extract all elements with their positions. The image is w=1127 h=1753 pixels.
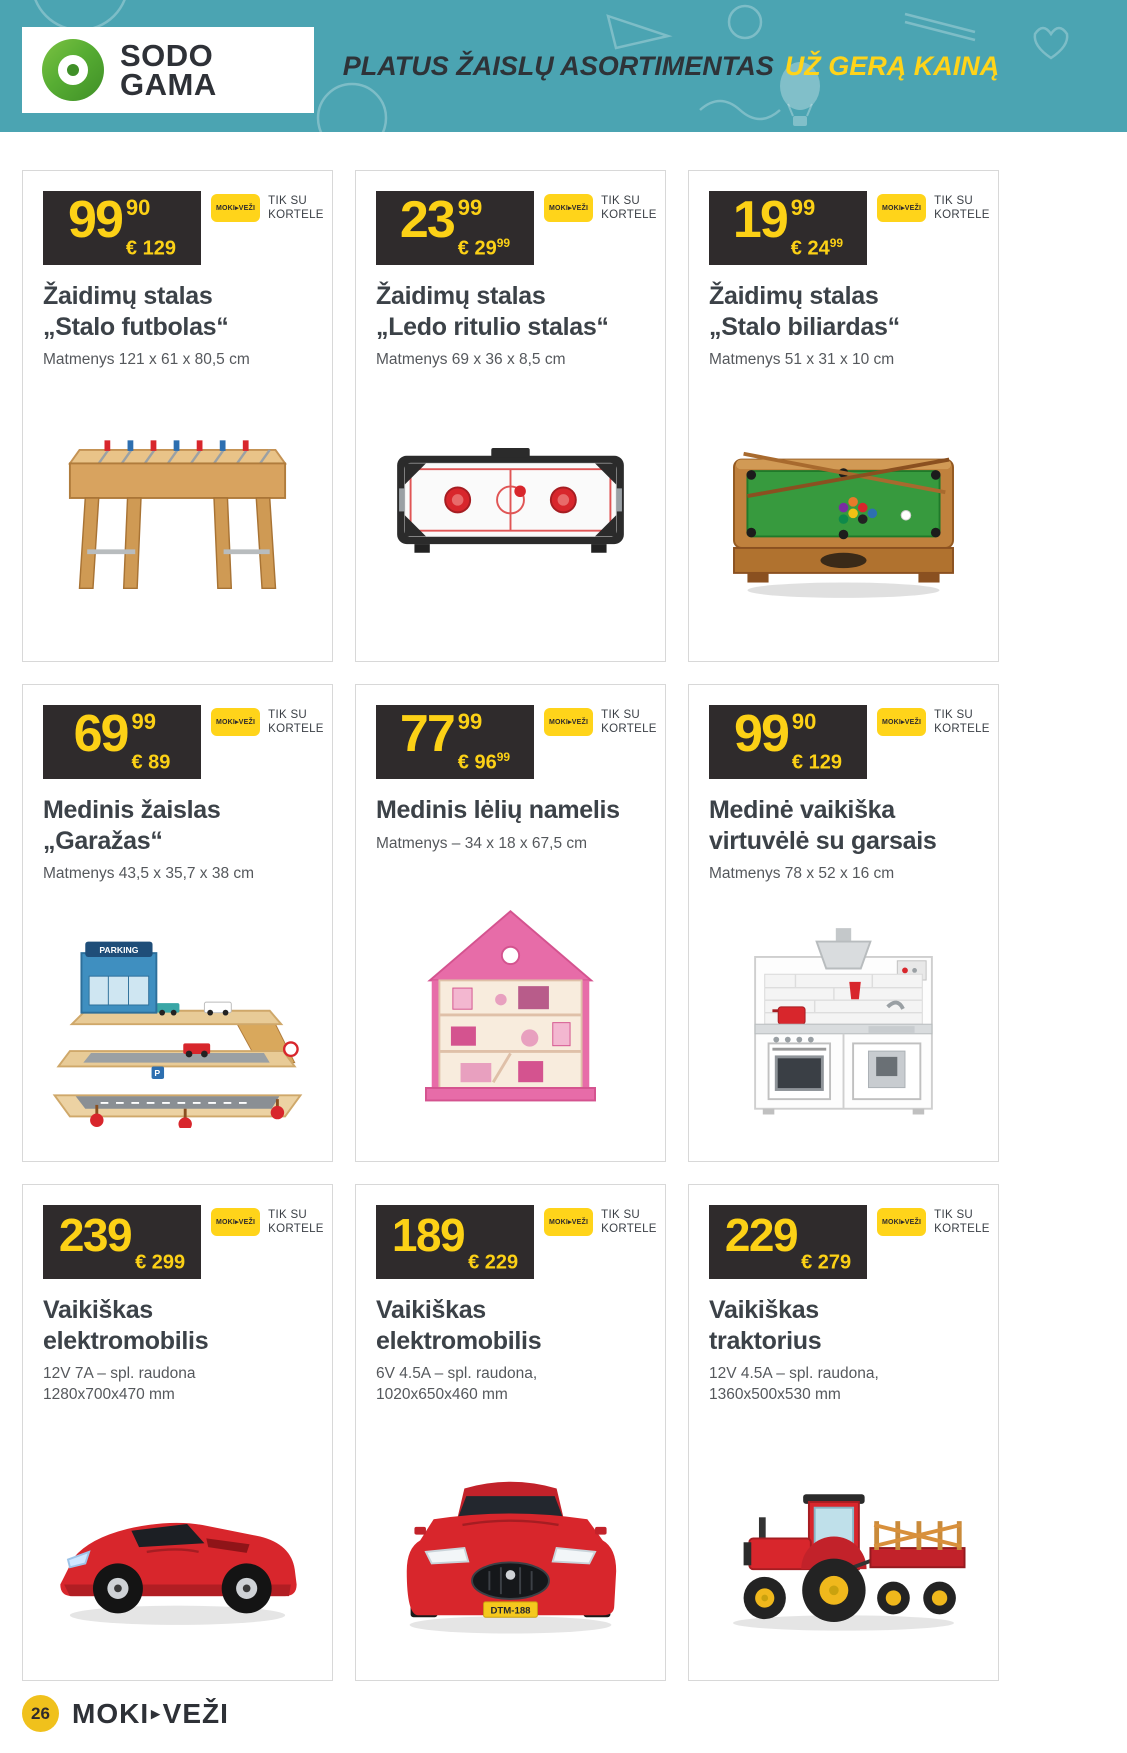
tiksu-line2: KORTELE (268, 209, 324, 222)
price-badge (43, 705, 201, 779)
product-card (355, 1184, 666, 1681)
price-badge-row (43, 705, 324, 779)
product-title (376, 795, 645, 826)
logo-vezi: VEŽI (162, 1697, 229, 1729)
moki-vezi-badge: MOKI▸VEŽI (211, 194, 260, 222)
price-cents: 90 (125, 195, 151, 220)
store-logo (22, 27, 314, 113)
old-price (468, 1251, 518, 1273)
price-badge-row (376, 191, 657, 265)
price-cents: 99 (131, 709, 156, 734)
price-integer: 189 (391, 1209, 465, 1261)
title-line1: Žaidimų stalas (43, 282, 213, 310)
store-logo-text (120, 37, 217, 102)
tik-su-kortele-label (934, 708, 990, 737)
old-price-value: € 89 (131, 752, 171, 774)
product-image-ride-on-sports-car (43, 1410, 312, 1666)
page-header (0, 0, 1127, 132)
moki-vezi-badge: MOKI▸VEŽI (877, 1208, 926, 1236)
price-badge (43, 191, 201, 265)
old-price-cents: 99 (829, 236, 844, 251)
moki-vezi-logo (72, 1698, 229, 1730)
price-badge-row (376, 1205, 657, 1279)
headline-yellow-text: UŽ GERĄ KAINĄ (784, 50, 1000, 81)
tiksu-line1: TIK SU (934, 709, 974, 721)
spec-line1: 12V 7A – spl. raudona (43, 1365, 196, 1382)
product-title (376, 1295, 645, 1356)
spec-line2: 1280x700x470 mm (43, 1385, 175, 1403)
title-line2: elektromobilis (43, 1326, 209, 1355)
product-card (355, 684, 666, 1162)
product-card (22, 684, 333, 1162)
product-card (688, 684, 999, 1162)
logo-triangle-icon: ▸ (151, 1703, 161, 1723)
price-integer: 229 (724, 1209, 798, 1261)
tiksu-line2: KORTELE (268, 1223, 324, 1236)
product-title (709, 795, 978, 856)
tiksu-line2: KORTELE (934, 209, 990, 222)
tik-su-kortele-label (268, 1208, 324, 1237)
old-price-value: € 129 (791, 752, 842, 774)
tiksu-line1: TIK SU (601, 195, 641, 207)
product-spec (709, 864, 978, 885)
svg-text:P: P (154, 1068, 161, 1079)
moki-vezi-badge: MOKI▸VEŽI (544, 194, 593, 222)
old-price-cents: 99 (496, 750, 511, 765)
product-image-ride-on-tractor (709, 1410, 978, 1666)
tiksu-line2: KORTELE (934, 723, 990, 736)
price-cents (468, 1211, 518, 1229)
tiksu-line1: TIK SU (934, 1209, 974, 1221)
spec-line2: 1020x650x460 mm (376, 1385, 508, 1403)
product-image-foosball-table (43, 375, 312, 647)
tik-su-kortele-label (934, 194, 990, 223)
tiksu-line2: KORTELE (934, 1223, 990, 1236)
price-badge (376, 705, 534, 779)
price-badge (43, 1205, 201, 1279)
price-integer: 77 (399, 705, 454, 763)
spec-line1: 6V 4.5A – spl. raudona, (376, 1365, 538, 1382)
product-spec (43, 1364, 312, 1406)
card-requirement (544, 194, 657, 223)
old-price-cents: 99 (496, 236, 511, 251)
tiksu-line2: KORTELE (601, 209, 657, 222)
logo-line1: SODO (120, 37, 214, 73)
product-title (709, 1295, 978, 1356)
old-price (131, 751, 170, 773)
old-price-value: € 96 (457, 752, 497, 774)
title-line1: Medinis lėlių namelis (376, 796, 620, 824)
price-integer: 69 (73, 705, 128, 763)
price-cents: 99 (790, 195, 816, 220)
tiksu-line1: TIK SU (601, 709, 641, 721)
sodo-gama-logo-icon (42, 39, 104, 101)
title-line2: elektromobilis (376, 1326, 542, 1355)
title-line2: traktorius (709, 1326, 822, 1355)
title-line2: virtuvėlė su garsais (709, 826, 937, 855)
product-spec (376, 350, 645, 371)
license-plate-label: DTM-188 (490, 1605, 531, 1617)
price-badge-row (43, 191, 324, 265)
price-badge (376, 191, 534, 265)
product-spec (709, 350, 978, 371)
spec-line1: Matmenys 43,5 x 35,7 x 38 cm (43, 865, 255, 882)
product-spec (709, 1364, 978, 1406)
product-title (709, 281, 978, 342)
old-price-value: € 29 (457, 238, 497, 260)
price-badge (376, 1205, 534, 1279)
product-card (688, 1184, 999, 1681)
price-badge-row (709, 191, 990, 265)
card-requirement (211, 708, 324, 737)
product-card (22, 1184, 333, 1681)
tiksu-line1: TIK SU (268, 195, 308, 207)
tiksu-line2: KORTELE (268, 723, 324, 736)
tik-su-kortele-label (601, 194, 657, 223)
title-line1: Medinis žaislas „Garažas“ (43, 796, 221, 855)
old-price (792, 751, 842, 773)
old-price (458, 237, 510, 259)
price-badge (709, 705, 867, 779)
product-image-dollhouse (376, 858, 645, 1147)
price-integer: 239 (58, 1209, 132, 1261)
title-line1: Žaidimų stalas (709, 282, 879, 310)
price-cents (801, 1211, 851, 1229)
price-integer: 19 (732, 191, 787, 249)
title-line1: Vaikiškas (709, 1296, 819, 1324)
title-line2: „Stalo biliardas“ (709, 312, 900, 341)
headline-dark-text: PLATUS ŽAISLŲ ASORTIMENTAS (342, 50, 774, 81)
moki-vezi-badge: MOKI▸VEŽI (211, 708, 260, 736)
product-spec (43, 864, 312, 885)
tik-su-kortele-label (268, 194, 324, 223)
old-price-value: € 299 (135, 1252, 186, 1274)
price-badge-row (376, 705, 657, 779)
card-requirement (877, 708, 990, 737)
product-title (43, 1295, 312, 1356)
tik-su-kortele-label (601, 708, 657, 737)
card-requirement (544, 1208, 657, 1237)
page-headline (335, 0, 1007, 132)
parking-sign-label: PARKING (99, 945, 139, 956)
logo-moki: MOKI (72, 1697, 150, 1729)
spec-line1: Matmenys 78 x 52 x 16 cm (709, 865, 895, 882)
tiksu-line1: TIK SU (601, 1209, 641, 1221)
product-title (43, 281, 312, 342)
tiksu-line2: KORTELE (601, 723, 657, 736)
tiksu-line1: TIK SU (934, 195, 974, 207)
card-requirement (544, 708, 657, 737)
price-cents: 99 (457, 195, 483, 220)
title-line1: Žaidimų stalas (376, 282, 546, 310)
title-line1: Vaikiškas (43, 1296, 153, 1324)
product-spec (376, 1364, 645, 1406)
price-badge-row (43, 1205, 324, 1279)
title-line1: Vaikiškas (376, 1296, 486, 1324)
spec-line1: Matmenys 121 x 61 x 80,5 cm (43, 351, 250, 368)
price-integer: 23 (399, 191, 454, 249)
product-spec (376, 834, 645, 855)
title-line1: Medinė vaikiška (709, 796, 895, 824)
old-price (801, 1251, 851, 1273)
spec-line1: Matmenys 69 x 36 x 8,5 cm (376, 351, 566, 368)
card-requirement (211, 194, 324, 223)
product-card (688, 170, 999, 662)
tik-su-kortele-label (601, 1208, 657, 1237)
product-spec (43, 350, 312, 371)
price-integer: 99 (68, 191, 122, 249)
spec-line1: Matmenys – 34 x 18 x 67,5 cm (376, 834, 588, 852)
old-price-value: € 279 (801, 1252, 852, 1274)
product-image-wooden-garage (43, 889, 312, 1147)
spec-line2: 1360x500x530 mm (709, 1385, 841, 1403)
product-image-play-kitchen (709, 889, 978, 1147)
logo-line2: GAMA (120, 67, 217, 102)
card-requirement (877, 194, 990, 223)
moki-vezi-badge: MOKI▸VEŽI (544, 1208, 593, 1236)
title-line2: „Stalo futbolas“ (43, 312, 229, 341)
tik-su-kortele-label (934, 1208, 990, 1237)
product-image-air-hockey-table (376, 375, 645, 647)
tiksu-line1: TIK SU (268, 1209, 308, 1221)
page-number-badge: 26 (22, 1695, 59, 1732)
moki-vezi-badge: MOKI▸VEŽI (877, 194, 926, 222)
product-image-pool-table (709, 375, 978, 647)
old-price-value: € 129 (125, 238, 176, 260)
product-title (43, 795, 312, 856)
page-footer (22, 1695, 229, 1732)
tiksu-line1: TIK SU (268, 709, 308, 721)
old-price (791, 237, 843, 259)
tik-su-kortele-label (268, 708, 324, 737)
old-price (458, 751, 510, 773)
product-grid (22, 170, 999, 1681)
price-integer: 99 (734, 705, 788, 763)
title-line2: „Ledo ritulio stalas“ (376, 312, 609, 341)
old-price-value: € 24 (790, 238, 830, 260)
product-card (355, 170, 666, 662)
product-title (376, 281, 645, 342)
card-requirement (877, 1208, 990, 1237)
moki-vezi-badge: MOKI▸VEŽI (544, 708, 593, 736)
old-price (135, 1251, 185, 1273)
tiksu-line2: KORTELE (601, 1223, 657, 1236)
old-price (126, 237, 176, 259)
moki-vezi-badge: MOKI▸VEŽI (877, 708, 926, 736)
product-card (22, 170, 333, 662)
price-badge (709, 1205, 867, 1279)
price-badge-row (709, 705, 990, 779)
price-badge-row (709, 1205, 990, 1279)
price-cents (135, 1211, 185, 1229)
price-cents: 99 (457, 709, 483, 734)
product-image-ride-on-car (376, 1410, 645, 1666)
moki-vezi-badge: MOKI▸VEŽI (211, 1208, 260, 1236)
card-requirement (211, 1208, 324, 1237)
price-badge (709, 191, 867, 265)
old-price-value: € 229 (468, 1252, 519, 1274)
spec-line1: 12V 4.5A – spl. raudona, (709, 1365, 879, 1382)
spec-line1: Matmenys 51 x 31 x 10 cm (709, 351, 895, 368)
price-cents: 90 (791, 709, 817, 734)
